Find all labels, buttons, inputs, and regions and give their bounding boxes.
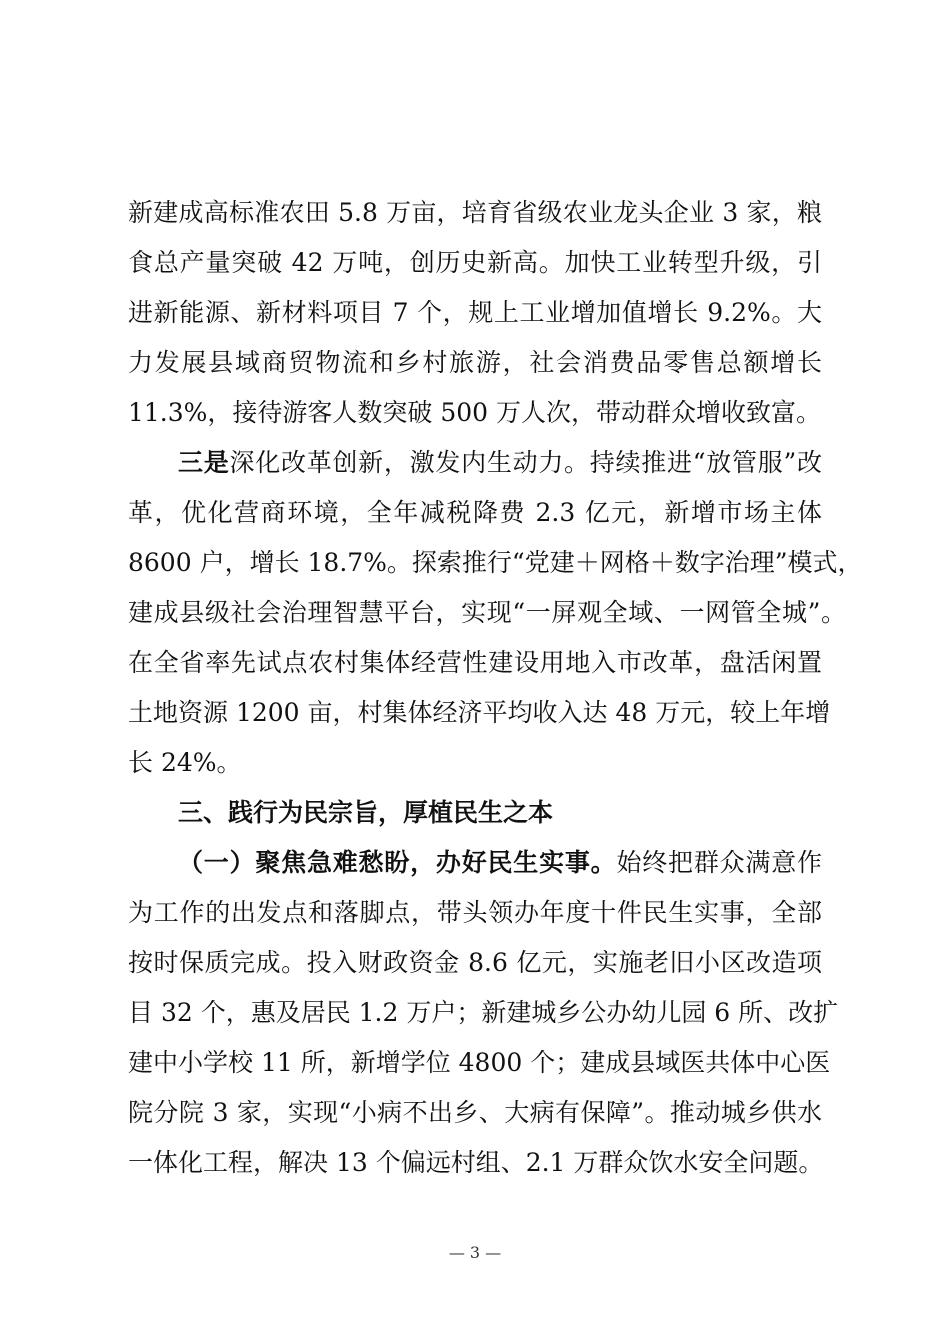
bold-lead: 三是: [178, 448, 230, 477]
body-line: [128, 495, 822, 531]
body-line: [128, 1145, 822, 1181]
line-text: 食总产量突破 42 万吨，创历史新高。加快工业转型升级，引: [128, 248, 822, 277]
line-text: 按时保质完成。投入财政资金 8.6 亿元，实施老旧小区改造项: [128, 948, 822, 977]
body-line: [128, 295, 822, 331]
page-number: — 3 —: [448, 1243, 502, 1262]
line-text: 一体化工程，解决 13 个偏远村组、2.1 万群众饮水安全问题。: [128, 1148, 824, 1177]
body-line: [128, 395, 822, 431]
line-text: 土地资源 1200 亩，村集体经济平均收入达 48 万元，较上年增: [128, 698, 831, 727]
body-line: [128, 895, 822, 931]
line-text: 始终把群众满意作: [616, 848, 822, 877]
line-text: 新建成高标准农田 5.8 万亩，培育省级农业龙头企业 3 家，粮: [128, 198, 822, 227]
bold-lead: （一）聚焦急难愁盼，办好民生实事。: [178, 848, 617, 877]
body-line: [128, 195, 822, 231]
line-text: 院分院 3 家，实现“小病不出乡、大病有保障”。推动城乡供水: [128, 1098, 822, 1127]
line-text: 革，优化营商环境，全年减税降费 2.3 亿元，新增市场主体: [128, 498, 822, 527]
body-line: [128, 545, 863, 581]
line-text: 8600 户，增长 18.7%。探索推行“党建＋网格＋数字治理”模式，: [128, 548, 863, 577]
line-text: 在全省率先试点农村集体经营性建设用地入市改革，盘活闲置: [128, 648, 822, 677]
line-text: 进新能源、新材料项目 7 个，规上工业增加值增长 9.2%。大: [128, 298, 822, 327]
line-text: 为工作的出发点和落脚点，带头领办年度十件民生实事，全部: [128, 898, 822, 927]
body-line: [128, 595, 846, 631]
line-text: 深化改革创新，激发内生动力。持续推进“放管服”改: [229, 448, 822, 477]
body-line: [128, 695, 831, 731]
line-text: 长 24%。: [128, 748, 242, 777]
line-text: 建中小学校 11 所，新增学位 4800 个；建成县域医共体中心医: [128, 1048, 831, 1077]
body-line: [128, 645, 822, 681]
section-heading: [178, 795, 822, 831]
body-line: [128, 1045, 831, 1081]
heading-text: 三、践行为民宗旨，厚植民生之本: [178, 798, 554, 827]
line-text: 力发展县域商贸物流和乡村旅游，社会消费品零售总额增长: [128, 348, 822, 377]
body-line: [128, 745, 822, 781]
paragraph-start-line: [178, 845, 822, 881]
body-line: [128, 245, 822, 281]
body-line: [128, 345, 822, 381]
body-line: [128, 945, 822, 981]
body-line: [128, 995, 839, 1031]
paragraph-start-line: [178, 445, 822, 481]
line-text: 目 32 个，惠及居民 1.2 万户；新建城乡公办幼儿园 6 所、改扩: [128, 998, 839, 1027]
body-line: [128, 1095, 822, 1131]
line-text: 建成县级社会治理智慧平台，实现“一屏观全域、一网管全城”。: [128, 598, 846, 627]
line-text: 11.3%，接待游客人数突破 500 万人次，带动群众增收致富。: [128, 398, 822, 427]
